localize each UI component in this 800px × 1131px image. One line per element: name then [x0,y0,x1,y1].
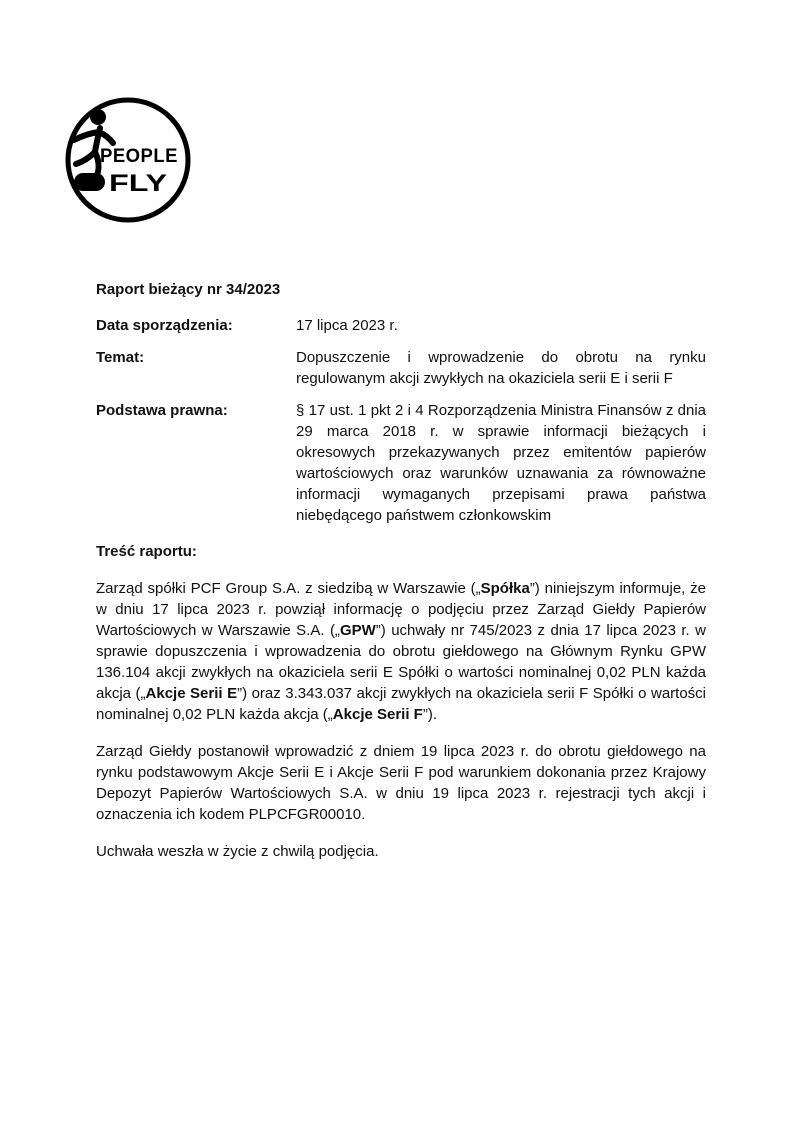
field-value-date: 17 lipca 2023 r. [296,317,398,334]
field-value-subject: Dopuszczenie i wprowadzenie do obrotu na rynku regulowanym akcji zwykłych na okaziciela serii E i serii F [296,349,706,387]
report-paragraph-2: Zarząd Giełdy postanowił wprowadzić z dniem 19 lipca 2023 r. do obrotu giełdowego na rynku podstawowym Akcje Serii E i Akcje Serii F pod warunkiem dokonania przez Krajowy Depozyt Papierów Wartościowych S.A. w dniu 19 lipca 2023 r. rejestracji tych akcji i oznaczenia ich kodem PLPCFGR00010. [96,743,706,823]
report-body-heading: Treść raportu: [96,543,197,560]
report-paragraph-1: Zarząd spółki PCF Group S.A. z siedzibą w Warszawie („Spółka”) niniejszym informuje, że w dniu 17 lipca 2023 r. powziął informację o podjęciu przez Zarząd Giełdy Papierów Wartościowych w Warszawie S.A. („GPW”) uchwały nr 745/2023 z dnia 17 lipca 2023 r. w sprawie dopuszczenia i wprowadzenia do obrotu giełdowego na Głównym Rynku GPW 136.104 akcji zwykłych na okaziciela serii E Spółki o wartości nominalnej 0,02 PLN każda akcja („Akcje Serii E”) oraz 3.343.037 akcji zwykłych na okaziciela serii F Spółki o wartości nominalnej 0,02 PLN każda akcja („Akcje Serii F”). [96,580,706,723]
logo-text-fly: FLY [109,170,167,197]
people-can-fly-logo [62,94,194,226]
logo-graphic [62,94,194,226]
field-label-date: Data sporządzenia: [96,317,233,334]
field-label-subject: Temat: [96,349,145,366]
field-row-legal-basis [96,400,706,526]
report-title: Raport bieżący nr 34/2023 [96,281,281,298]
field-value-legal-basis: § 17 ust. 1 pkt 2 i 4 Rozporządzenia Ministra Finansów z dnia 29 marca 2018 r. w sprawie informacji bieżących i okresowych przekazywanych przez emitentów papierów wartościowych oraz warunków uznawania za równoważne informacji wymaganych przepisami prawa państwa niebędącego państwem członkowskim [296,402,706,524]
field-label-legal-basis: Podstawa prawna: [96,402,228,419]
report-content [96,279,706,878]
field-row-date [96,315,706,336]
logo-text-people: PEOPLE [100,146,178,167]
logo-text-can: CAN [79,175,100,190]
field-row-subject [96,347,706,389]
report-paragraph-3: Uchwała weszła w życie z chwilą podjęcia. [96,843,379,860]
